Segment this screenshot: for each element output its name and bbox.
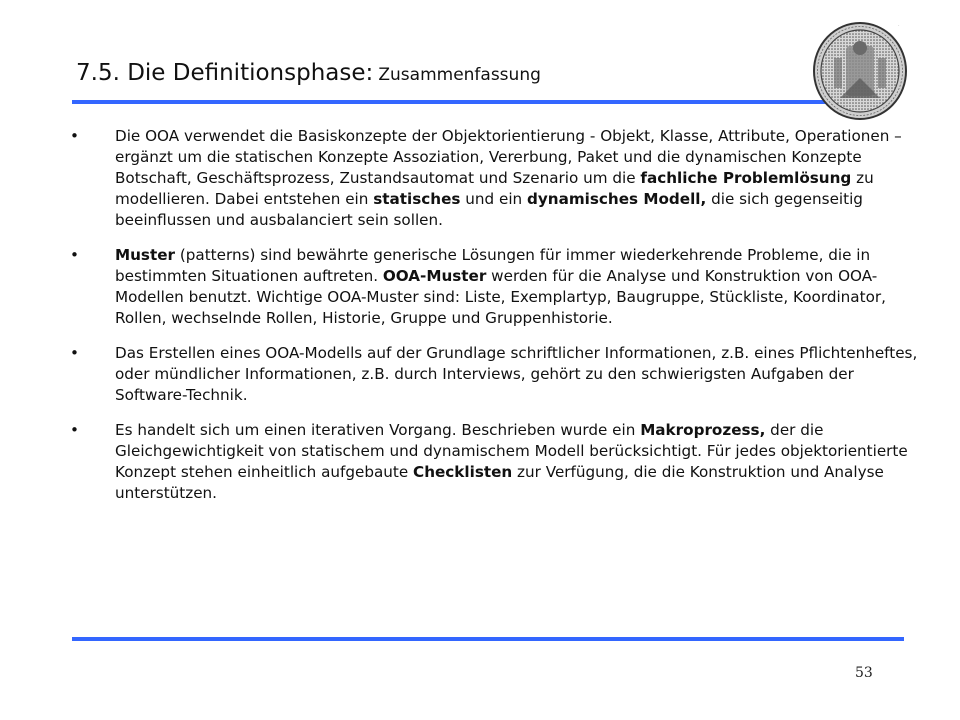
bullet-dot-icon: •	[70, 127, 79, 145]
bullet-text	[115, 343, 930, 406]
bullet-text-bold: dynamisches Modell,	[527, 190, 707, 208]
bullet-text-bold: fachliche Problemlösung	[640, 169, 852, 187]
bullet-text	[115, 420, 930, 504]
title-underline	[72, 100, 832, 104]
bullet-text-segment: Es handelt sich um einen iterativen Vorgang. Beschrieben wurde ein	[115, 421, 641, 439]
bullet-text-segment: Die OOA verwendet die Basiskonzepte der Objektorientierung - Objekt, Klasse, Attribute, Operationen – ergänzt um die statischen Konzepte Assoziation, Vererbung, Paket und die dynamischen Konzepte Botschaft, Geschäftsprozess, Zustandsautomat und Szenario um die	[115, 127, 902, 187]
bullet-text-segment: und ein	[460, 190, 528, 208]
bullet-text-segment: zu modellieren. Dabei entstehen ein	[115, 169, 874, 208]
bullet-item	[70, 343, 930, 406]
bullet-dot-icon: •	[70, 344, 79, 362]
bullet-item	[70, 245, 930, 329]
svg-text:·: ·	[898, 23, 900, 29]
bullet-item	[70, 420, 930, 504]
bullet-text-bold: Makroprozess,	[640, 421, 766, 439]
bullet-text-segment: (patterns) sind bewährte generische Lösungen für immer wiederkehrende Probleme, die in bestimmten Situationen auftreten.	[115, 246, 871, 285]
bullet-text-segment: die sich gegenseitig beeinflussen und ausbalanciert sein sollen.	[115, 190, 863, 229]
page-number: 53	[855, 665, 873, 681]
university-seal-icon	[810, 18, 910, 122]
footer-rule	[72, 637, 904, 641]
bullet-text-segment: Das Erstellen eines OOA-Modells auf der Grundlage schriftlicher Informationen, z.B. eines Pflichtenheftes, oder mündlicher Informationen, z.B. durch Interviews, gehört zu den schwierigsten Aufgaben der Software-Technik.	[115, 344, 918, 404]
bullet-text-segment: zur Verfügung, die die Konstruktion und Analyse unterstützen.	[115, 463, 884, 502]
bullet-text-bold: Muster	[115, 246, 176, 264]
slide-title-subtitle: Zusammenfassung	[378, 65, 541, 85]
bullet-text-bold: Checklisten	[413, 463, 513, 481]
bullet-item	[70, 126, 930, 231]
bullet-text-bold: OOA-Muster	[382, 267, 487, 285]
bullet-text-bold: statisches	[373, 190, 461, 208]
bullet-list	[70, 126, 930, 518]
slide-title	[76, 60, 541, 86]
bullet-text	[115, 245, 930, 329]
bullet-text	[115, 126, 930, 231]
bullet-text-segment: werden für die Analyse und Konstruktion von OOA-Modellen benutzt. Wichtige OOA-Muster sind: Liste, Exemplartyp, Baugruppe, Stückliste, Koordinator, Rollen, wechselnde Rollen, Historie, Gruppe und Gruppenhistorie.	[115, 267, 886, 327]
slide-title-main: 7.5. Die Definitionsphase:	[76, 60, 374, 86]
bullet-dot-icon: •	[70, 421, 79, 439]
bullet-dot-icon: •	[70, 246, 79, 264]
bullet-text-segment: der die Gleichgewichtigkeit von statischem und dynamischem Modell berücksichtigt. Für jedes objektorientierte Konzept stehen einheitlich aufgebaute	[115, 421, 908, 481]
